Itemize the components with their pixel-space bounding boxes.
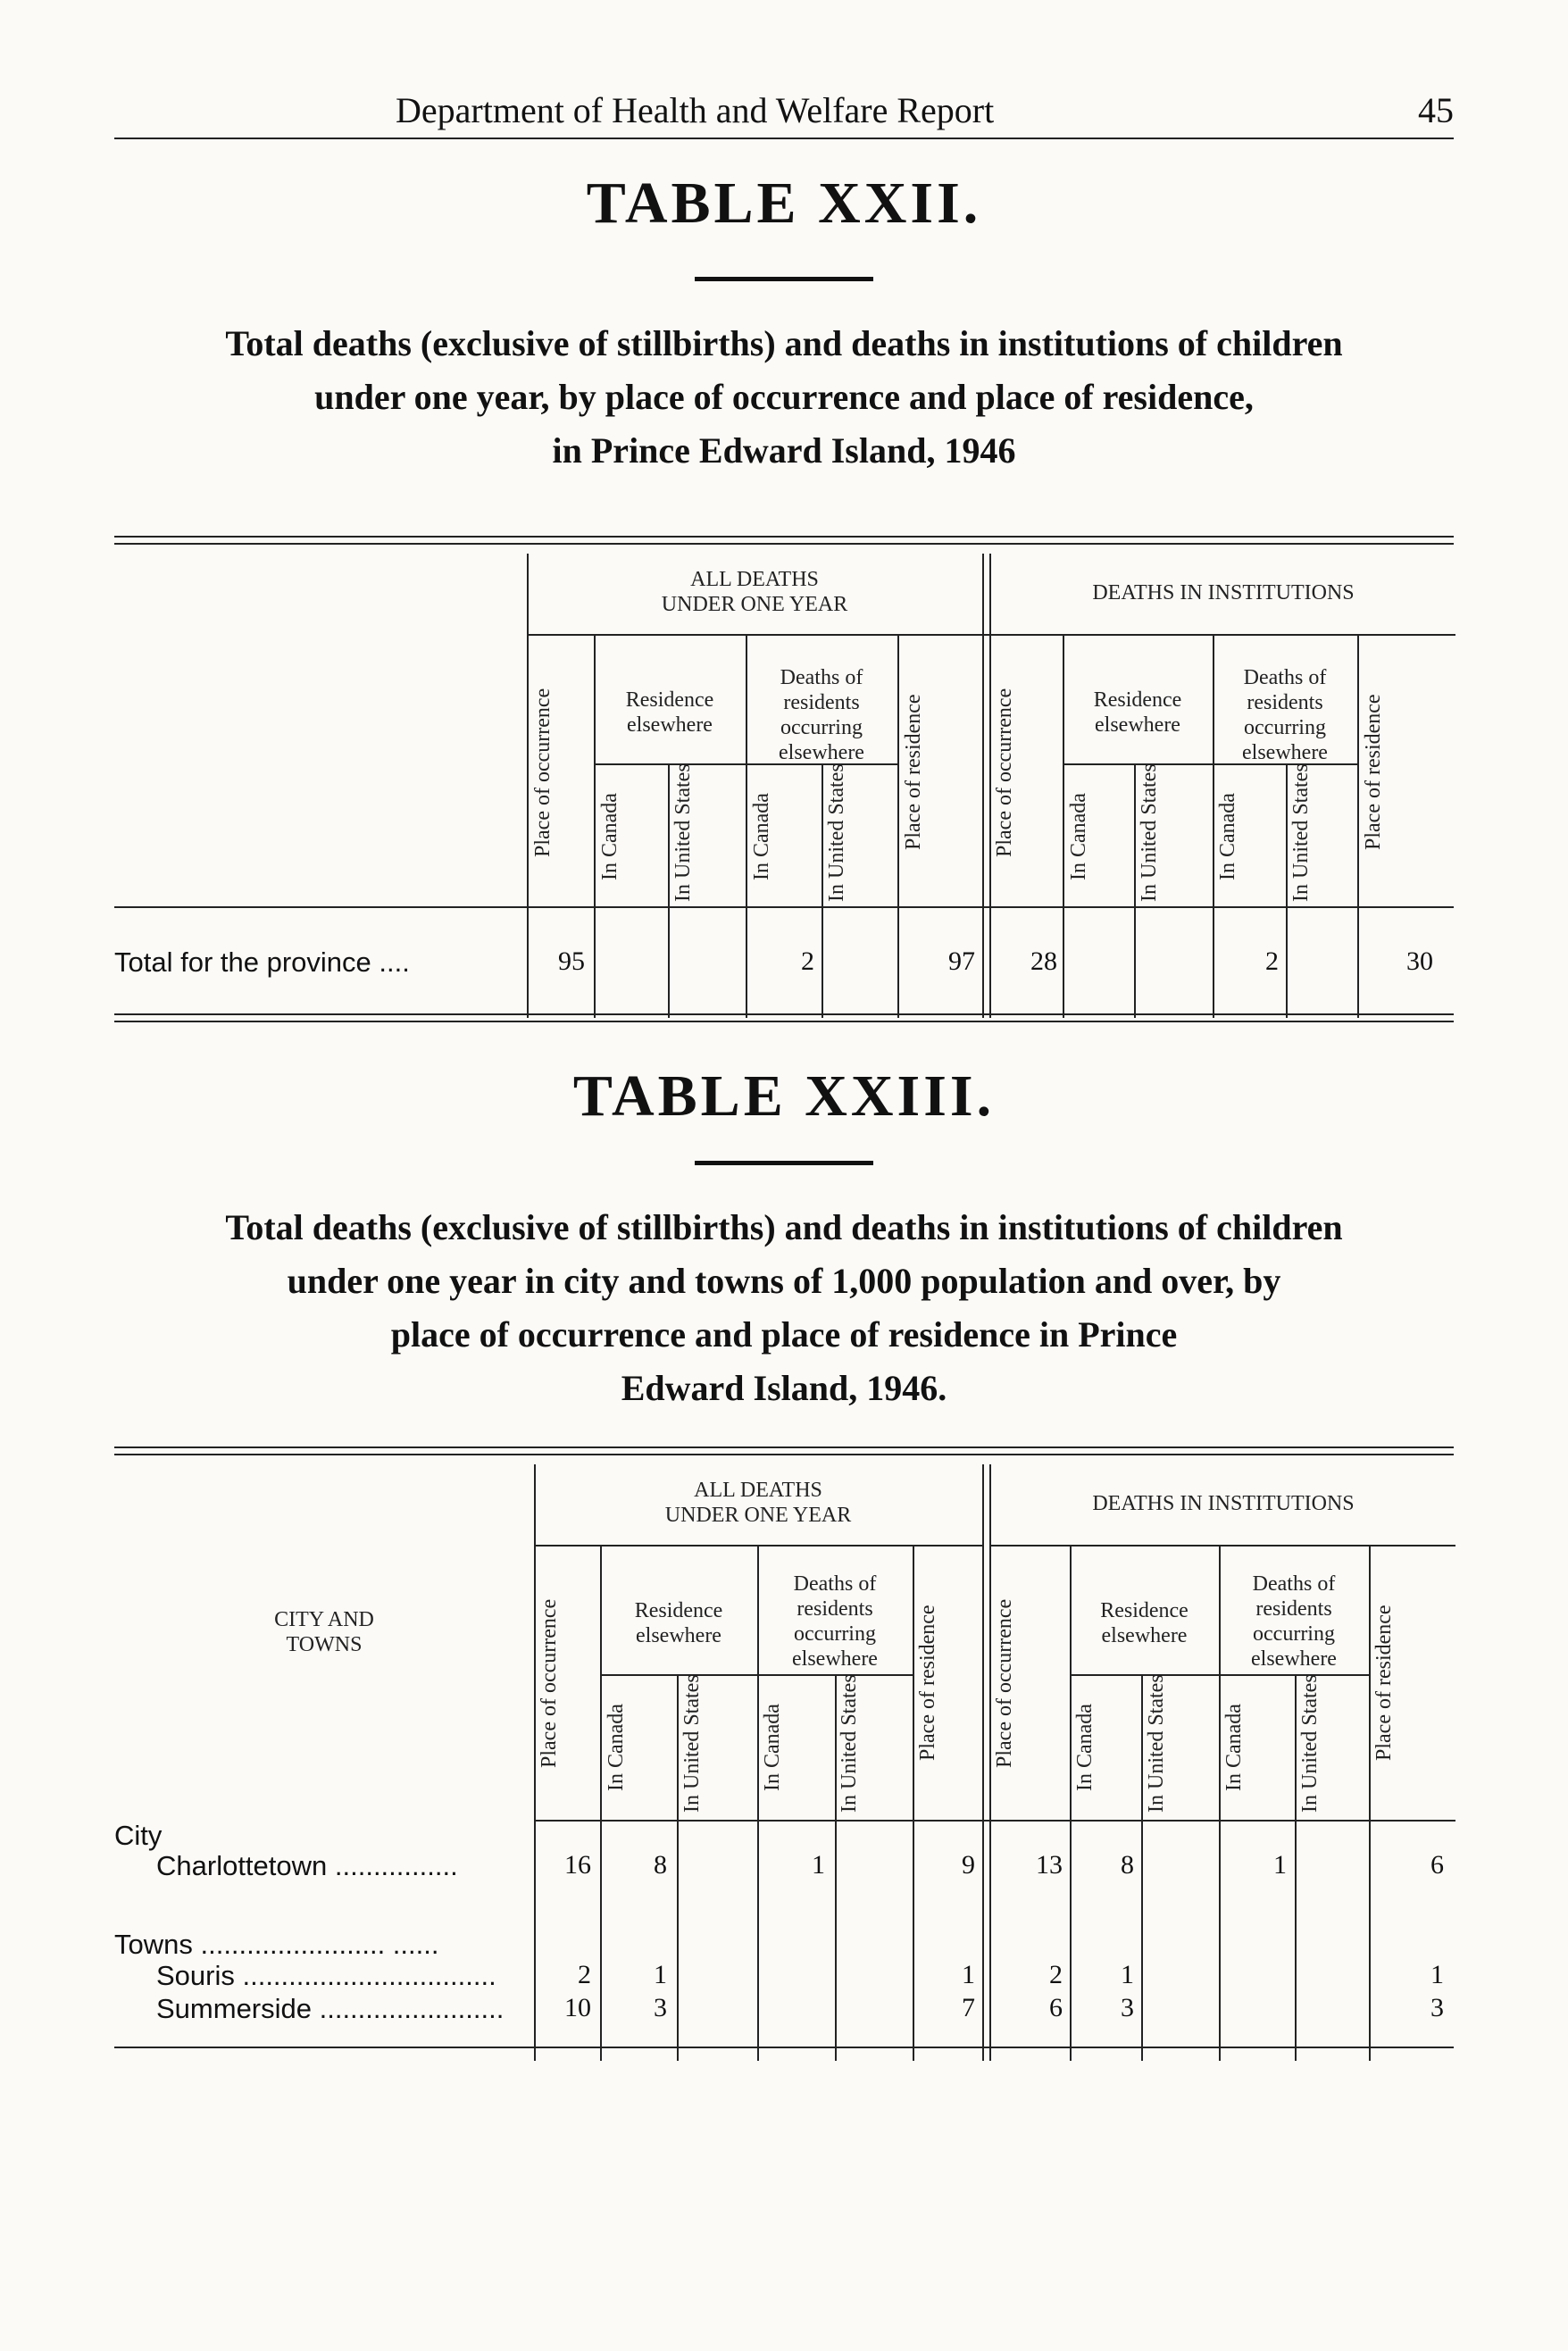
page-number: 45 [1418, 90, 1454, 130]
table22-sub-us [1289, 763, 1355, 902]
hdr-line: Canada [1222, 1704, 1246, 1769]
hdr-line: States [1145, 1674, 1168, 1726]
table22-caption [89, 317, 1479, 478]
table23-top-rule [114, 1446, 1454, 1448]
table23-sub-us [680, 1674, 755, 1813]
table23-header-bottom-rule [534, 1820, 1455, 1822]
table23-cell: 1 [962, 1960, 975, 1989]
hdr-line: Residence [625, 688, 714, 712]
hdr-line: In [750, 863, 773, 881]
hdr-line: Canada [750, 793, 773, 858]
hdr-line: occurrence [993, 688, 1016, 782]
hdr-line: States [680, 1674, 704, 1726]
table23-cell: 13 [1036, 1850, 1063, 1880]
table22-sub-canada [1067, 772, 1131, 902]
table22-col-deaths-res [1213, 665, 1357, 765]
hdr-line: In [1067, 863, 1090, 881]
table22-sub-us [825, 763, 897, 902]
table23-group-rule [991, 1545, 1455, 1546]
table23-cell: 16 [564, 1850, 591, 1880]
hdr-line: In [680, 1795, 704, 1813]
table22-group-rule [527, 634, 991, 636]
table23-col-deaths-res [757, 1572, 913, 1672]
table22-col-line [527, 554, 529, 1018]
hdr-line: States [1289, 763, 1313, 815]
report-title: Department of Health and Welfare Report [396, 90, 995, 130]
hdr-line: United [838, 1730, 861, 1789]
table22-col-line [1286, 763, 1288, 1018]
table22-sub-canada [1216, 772, 1283, 902]
table23-towns-label: Towns ........................ ...... [114, 1929, 439, 1960]
table23-sub-canada [1073, 1683, 1139, 1813]
hdr-line: Canada [1073, 1704, 1097, 1769]
table22-cell: 95 [558, 946, 585, 976]
table23-cell: 10 [564, 1993, 591, 2022]
table23-cell: 1 [812, 1850, 825, 1880]
hdr-line: Canada [1216, 793, 1239, 858]
hdr-line: In [1216, 863, 1239, 881]
hdr-line: In [838, 1795, 861, 1813]
hdr-line: In [825, 884, 848, 902]
hdr-line: Residence [634, 1599, 723, 1622]
table22-col-res-else [1063, 688, 1213, 738]
hdr-line: Canada [1067, 793, 1090, 858]
hdr-line: Place of [916, 1691, 939, 1762]
stub-line: CITY AND [274, 1608, 374, 1631]
hdr-line: Place of [902, 780, 925, 851]
table23-cell: 8 [1121, 1850, 1134, 1880]
table23-col-line [1295, 1674, 1297, 2061]
hdr-line: United [680, 1730, 704, 1789]
hdr-line: United [825, 820, 848, 879]
hdr-line: States [838, 1674, 861, 1726]
hdr-line: residence [916, 1605, 939, 1687]
hdr-line: In [1145, 1795, 1168, 1813]
table23-col-line [677, 1674, 679, 2061]
table23-summerside-label: Summerside ........................ [156, 1993, 505, 2024]
table22-col-place-occ [531, 652, 592, 893]
table23-col-line [835, 1674, 837, 2061]
table22-bottom-rule [114, 1021, 1454, 1022]
table23-top-rule [114, 1454, 1454, 1455]
table22-group-all-line: ALL DEATHS [690, 568, 819, 591]
hdr-line: Canada [605, 1704, 628, 1769]
table22-caption-line: in Prince Edward Island, 1946 [552, 430, 1016, 471]
hdr-line: In [605, 1773, 628, 1792]
hdr-line: residents [797, 1597, 873, 1621]
hdr-line: residence [1362, 694, 1385, 776]
table23-charlottetown-label: Charlottetown ................ [156, 1850, 458, 1881]
hdr-line: United [1289, 820, 1313, 879]
running-header [114, 86, 1454, 139]
table22-title: TABLE XXII. [586, 171, 982, 236]
table23-cell: 2 [578, 1960, 591, 1989]
hdr-line: occurring [1244, 716, 1326, 739]
table23-col-line [913, 1545, 914, 2061]
table23-cell: 6 [1049, 1993, 1063, 2022]
hdr-line: In [1138, 884, 1161, 902]
hdr-line: residence [1372, 1605, 1396, 1687]
table23-sub-us [838, 1674, 911, 1813]
table23-city-label: City [114, 1820, 163, 1851]
table23-title: TABLE XXIII. [572, 1063, 996, 1129]
table23-col-place-occ [538, 1563, 598, 1804]
table23-sub-us [1298, 1674, 1367, 1813]
hdr-line: elsewhere [792, 1647, 878, 1671]
table22-header-bottom-rule [114, 906, 1454, 908]
table23-caption-line: place of occurrence and place of residence in Prince [390, 1314, 1178, 1355]
table23-caption [89, 1201, 1479, 1415]
table23-cell: 1 [1121, 1960, 1134, 1989]
table22-top-rule [114, 536, 1454, 538]
table22-col-place-res [1362, 652, 1451, 893]
table23-col-line [1369, 1545, 1371, 2061]
hdr-line: elsewhere [1095, 713, 1180, 737]
hdr-line: Place of [993, 787, 1016, 857]
table22-col-res-else [594, 688, 746, 738]
table23-cell: 1 [1273, 1850, 1287, 1880]
table23-sub-canada [605, 1683, 674, 1813]
table23-stub-header [114, 1607, 534, 1657]
table23-sub-canada [1222, 1683, 1292, 1813]
hdr-line: United [1298, 1730, 1322, 1789]
hdr-line: Place of [531, 787, 555, 857]
hdr-line: residents [1247, 691, 1323, 714]
table22-cell: 28 [1030, 946, 1057, 976]
table22-cell: 30 [1406, 946, 1433, 976]
table22-bottom-rule [114, 1013, 1454, 1015]
table23-cell: 3 [1430, 1993, 1444, 2022]
table23-caption-line: Edward Island, 1946. [621, 1368, 947, 1408]
table22-col-line [668, 763, 670, 1018]
table22-cell: 2 [1265, 946, 1279, 976]
hdr-line: elsewhere [779, 741, 864, 764]
table23-sub-rule [600, 1674, 913, 1676]
table23-cell: 3 [1121, 1993, 1134, 2022]
hdr-line: States [1298, 1674, 1322, 1726]
table23-bottom-rule [114, 2047, 1454, 2048]
table23-souris-label: Souris ................................. [156, 1960, 496, 1991]
hdr-line: occurring [794, 1622, 876, 1646]
hdr-line: Deaths of [1252, 1572, 1336, 1596]
table23-group-inst: DEATHS IN INSTITUTIONS [1092, 1492, 1355, 1515]
table22-sub-canada [598, 772, 665, 902]
table23-cell: 1 [654, 1960, 667, 1989]
hdr-line: residents [783, 691, 860, 714]
table22-col-line [982, 554, 984, 1018]
hdr-line: occurring [1253, 1622, 1335, 1646]
table22-row-label: Total for the province .... [114, 946, 410, 978]
hdr-line: United [1138, 820, 1161, 879]
hdr-line: In [761, 1773, 784, 1792]
hdr-line: occurrence [538, 1598, 561, 1693]
table22 [0, 536, 1568, 1036]
table22-group-all-line: UNDER ONE YEAR [661, 593, 848, 616]
table23-col-res-else [1070, 1598, 1219, 1648]
table22-title-rule [695, 277, 873, 281]
stub-line: TOWNS [286, 1633, 363, 1656]
hdr-line: Place of [538, 1697, 561, 1768]
table23-cell: 1 [1430, 1960, 1444, 1989]
table23-col-line [534, 1464, 536, 2061]
table23-cell: 3 [654, 1993, 667, 2022]
table23 [0, 1446, 1568, 2072]
hdr-line: In [598, 863, 621, 881]
hdr-line: Deaths of [1243, 666, 1327, 689]
table22-sub-us [671, 763, 743, 902]
hdr-line: elsewhere [1101, 1624, 1188, 1647]
table22-caption-line: Total deaths (exclusive of stillbirths) and deaths in institutions of children [225, 323, 1343, 363]
hdr-line: Canada [598, 793, 621, 858]
table22-caption-line: under one year, by place of occurrence and place of residence, [314, 377, 1254, 417]
table23-col-place-occ [993, 1563, 1068, 1804]
table22-top-rule [114, 543, 1454, 545]
hdr-line: Place of [1372, 1691, 1396, 1762]
table23-cell: 7 [962, 1993, 975, 2022]
table23-group-all-line: UNDER ONE YEAR [664, 1504, 852, 1527]
hdr-line: States [671, 763, 695, 815]
table23-sub-canada [761, 1683, 832, 1813]
table22-col-place-occ [993, 652, 1060, 893]
hdr-line: In [671, 884, 695, 902]
table23-title-rule [695, 1161, 873, 1165]
hdr-line: Deaths of [793, 1572, 877, 1596]
hdr-line: Deaths of [780, 666, 863, 689]
table22-sub-canada [750, 772, 817, 902]
table23-sub-us [1145, 1674, 1216, 1813]
table23-col-place-res [916, 1563, 980, 1804]
hdr-line: States [825, 763, 848, 815]
table22-group-all [527, 567, 982, 617]
hdr-line: Residence [1093, 688, 1182, 712]
hdr-line: Place of [993, 1697, 1016, 1768]
table23-group-all-line: ALL DEATHS [694, 1479, 822, 1502]
table23-group-all [534, 1478, 982, 1528]
hdr-line: elsewhere [636, 1624, 721, 1647]
hdr-line: Canada [761, 1704, 784, 1769]
hdr-line: States [1138, 763, 1161, 815]
hdr-line: residence [902, 694, 925, 776]
hdr-line: occurrence [993, 1598, 1016, 1693]
table23-cell: 9 [962, 1850, 975, 1880]
table23-cell: 6 [1430, 1850, 1444, 1880]
table22-col-line [822, 763, 823, 1018]
hdr-line: Residence [1100, 1599, 1189, 1622]
hdr-line: elsewhere [1251, 1647, 1337, 1671]
table22-group-rule [991, 634, 1455, 636]
table23-col-line [989, 1464, 991, 2061]
table22-group-inst: DEATHS IN INSTITUTIONS [1092, 581, 1355, 604]
hdr-line: elsewhere [627, 713, 713, 737]
hdr-line: occurrence [531, 688, 555, 782]
table23-col-line [982, 1464, 984, 2061]
hdr-line: United [671, 820, 695, 879]
table23-caption-line: under one year in city and towns of 1,000 population and over, by [287, 1261, 1281, 1301]
hdr-line: United [1145, 1730, 1168, 1789]
table23-cell: 8 [654, 1850, 667, 1880]
table23-cell: 2 [1049, 1960, 1063, 1989]
hdr-line: residents [1255, 1597, 1332, 1621]
header-rule [114, 138, 1454, 139]
hdr-line: In [1222, 1773, 1246, 1792]
hdr-line: In [1298, 1795, 1322, 1813]
hdr-line: Place of [1362, 780, 1385, 851]
hdr-line: In [1289, 884, 1313, 902]
table22-col-line [897, 634, 899, 1018]
table22-col-deaths-res [746, 665, 897, 765]
table23-caption-line: Total deaths (exclusive of stillbirths) and deaths in institutions of children [225, 1207, 1343, 1247]
table22-col-line [1134, 763, 1136, 1018]
hdr-line: occurring [780, 716, 863, 739]
table22-cell: 97 [948, 946, 975, 976]
table22-col-place-res [902, 652, 978, 893]
hdr-line: In [1073, 1773, 1097, 1792]
table22-col-line [1357, 634, 1359, 1018]
table23-col-line [1141, 1674, 1143, 2061]
table23-col-place-res [1372, 1563, 1453, 1804]
table23-col-deaths-res [1219, 1572, 1369, 1672]
table22-cell: 2 [801, 946, 814, 976]
hdr-line: elsewhere [1242, 741, 1328, 764]
table23-col-res-else [600, 1598, 757, 1648]
table22-col-line [989, 554, 991, 1018]
table22-sub-us [1138, 763, 1211, 902]
